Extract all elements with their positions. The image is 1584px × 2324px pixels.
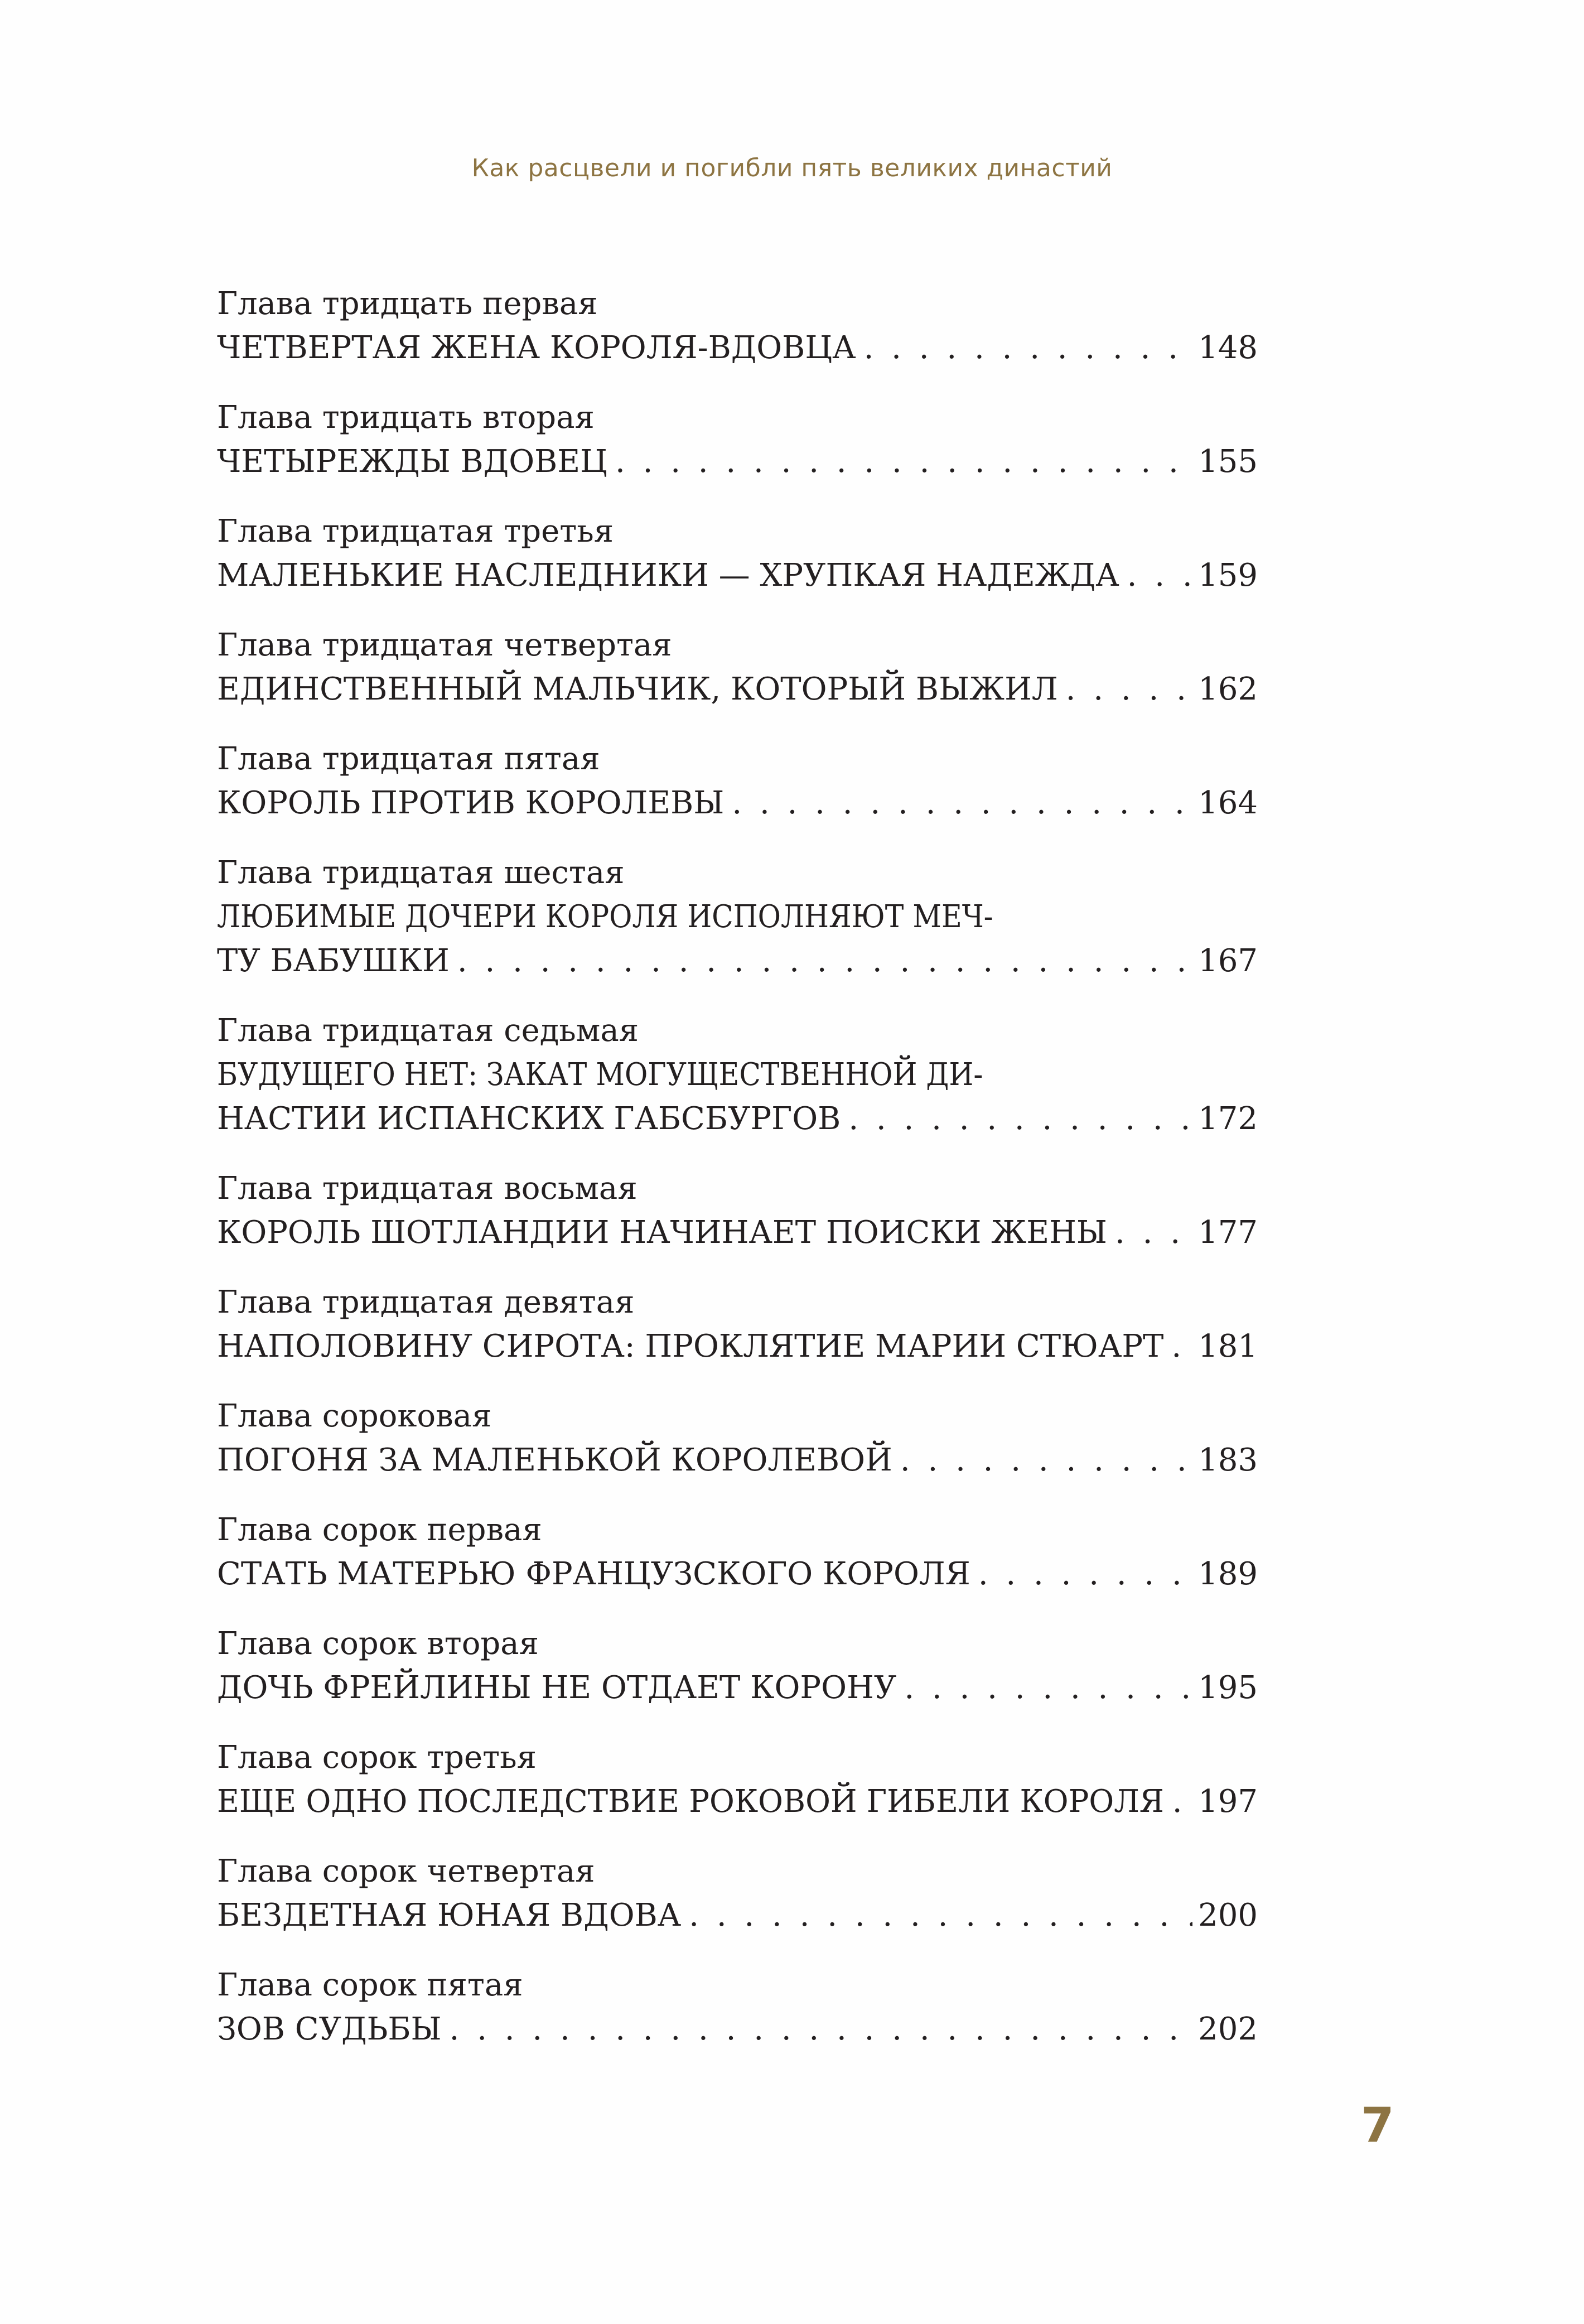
chapter-title: НАПОЛОВИНУ СИРОТА: ПРОКЛЯТИЕ МАРИИ СТЮАРТ	[217, 1328, 1164, 1364]
toc-entry[interactable]	[217, 1508, 1258, 1596]
chapter-title-row	[217, 1666, 1258, 1710]
dot-leader	[681, 1893, 1192, 1937]
page-ref: 148	[1198, 330, 1258, 366]
toc-entry[interactable]	[217, 1166, 1258, 1255]
chapter-title-row	[217, 1438, 1258, 1482]
chapter-title: ПОГОНЯ ЗА МАЛЕНЬКОЙ КОРОЛЕВОЙ	[217, 1442, 892, 1478]
chapter-title-line: БУДУЩЕГО НЕТ: ЗАКАТ МОГУЩЕСТВЕННОЙ ДИ-	[217, 1057, 983, 1093]
toc-entry[interactable]	[217, 1394, 1258, 1482]
dot-leader	[970, 1552, 1192, 1596]
toc-entry[interactable]	[217, 737, 1258, 825]
dot-leader	[1058, 667, 1192, 711]
dot-leader	[1165, 1780, 1192, 1824]
dot-leader	[841, 1097, 1192, 1141]
chapter-title: НАСТИИ ИСПАНСКИХ ГАБСБУРГОВ	[217, 1101, 841, 1137]
chapter-number: Глава сорок четвертая	[217, 1853, 595, 1889]
dot-leader	[896, 1666, 1192, 1710]
chapter-title: СТАТЬ МАТЕРЬЮ ФРАНЦУЗСКОГО КОРОЛЯ	[217, 1556, 970, 1592]
page-ref: 164	[1198, 785, 1258, 821]
toc-entry[interactable]	[217, 282, 1258, 370]
toc-entry[interactable]	[217, 509, 1258, 597]
toc-entry[interactable]	[217, 1963, 1258, 2051]
chapter-title-row	[217, 781, 1258, 825]
chapter-title: ЧЕТВЕРТАЯ ЖЕНА КОРОЛЯ-ВДОВЦА	[217, 330, 856, 366]
toc-entry[interactable]	[217, 851, 1258, 983]
dot-leader	[1163, 1324, 1192, 1368]
dot-leader	[724, 781, 1192, 825]
page-ref: 200	[1198, 1897, 1258, 1934]
chapter-number: Глава тридцатая девятая	[217, 1284, 635, 1320]
chapter-number: Глава тридцатая третья	[217, 513, 614, 549]
page-ref: 159	[1198, 557, 1258, 594]
chapter-number: Глава тридцатая четвертая	[217, 627, 672, 663]
table-of-contents	[217, 282, 1258, 2077]
chapter-title-row	[217, 1097, 1258, 1141]
chapter-title: ЧЕТЫРЕЖДЫ ВДОВЕЦ	[217, 443, 607, 480]
chapter-number: Глава сорок первая	[217, 1512, 542, 1548]
page-ref: 197	[1198, 1783, 1258, 1820]
toc-entry[interactable]	[217, 1735, 1258, 1824]
chapter-title: КОРОЛЬ ШОТЛАНДИИ НАЧИНАЕТ ПОИСКИ ЖЕНЫ	[217, 1214, 1108, 1251]
chapter-number: Глава тридцатая восьмая	[217, 1170, 638, 1207]
running-title: Как расцвели и погибли пять великих династий	[471, 154, 1113, 182]
dot-leader	[1107, 1211, 1192, 1255]
chapter-title-row	[217, 939, 1258, 983]
chapter-title: МАЛЕНЬКИЕ НАСЛЕДНИКИ — ХРУПКАЯ НАДЕЖДА	[217, 557, 1119, 594]
chapter-number: Глава тридцатая седьмая	[217, 1012, 639, 1049]
toc-entry[interactable]	[217, 623, 1258, 711]
chapter-title-row	[217, 1552, 1258, 1596]
chapter-number: Глава тридцать вторая	[217, 399, 595, 436]
page-ref: 202	[1198, 2011, 1258, 2047]
chapter-title: БЕЗДЕТНАЯ ЮНАЯ ВДОВА	[217, 1897, 682, 1934]
chapter-title-row	[217, 1780, 1258, 1824]
chapter-title-row	[217, 2007, 1258, 2051]
toc-entry[interactable]	[217, 1849, 1258, 1937]
toc-entry[interactable]	[217, 1280, 1258, 1368]
chapter-title: ЕЩЕ ОДНО ПОСЛЕДСТВИЕ РОКОВОЙ ГИБЕЛИ КОРОЛЯ	[217, 1783, 1164, 1820]
chapter-title-row	[217, 1324, 1258, 1368]
page-ref: 181	[1198, 1328, 1258, 1364]
chapter-title: ТУ БАБУШКИ	[217, 943, 450, 979]
toc-entry[interactable]	[217, 1622, 1258, 1710]
chapter-title-row	[217, 667, 1258, 711]
dot-leader	[607, 440, 1192, 484]
toc-entry[interactable]	[217, 1009, 1258, 1141]
chapter-number: Глава сорок третья	[217, 1739, 537, 1776]
chapter-title: ДОЧЬ ФРЕЙЛИНЫ НЕ ОТДАЕТ КОРОНУ	[217, 1670, 897, 1706]
dot-leader	[856, 326, 1193, 370]
page-ref: 155	[1198, 443, 1258, 480]
chapter-title: КОРОЛЬ ПРОТИВ КОРОЛЕВЫ	[217, 785, 725, 821]
chapter-number: Глава тридцать первая	[217, 286, 598, 322]
chapter-number: Глава тридцатая пятая	[217, 741, 600, 777]
chapter-number: Глава сороковая	[217, 1398, 492, 1434]
dot-leader	[1119, 553, 1193, 597]
page-ref: 195	[1198, 1670, 1258, 1706]
chapter-title: ЗОВ СУДЬБЫ	[217, 2011, 442, 2047]
chapter-title-row	[217, 440, 1258, 484]
chapter-number: Глава тридцатая шестая	[217, 855, 625, 891]
chapter-title-line: ЛЮБИМЫЕ ДОЧЕРИ КОРОЛЯ ИСПОЛНЯЮТ МЕЧ-	[217, 899, 993, 935]
page-ref: 189	[1198, 1556, 1258, 1592]
chapter-number: Глава сорок пятая	[217, 1967, 523, 2003]
dot-leader	[892, 1438, 1192, 1482]
toc-entry[interactable]	[217, 396, 1258, 484]
chapter-title: ЕДИНСТВЕННЫЙ МАЛЬЧИК, КОТОРЫЙ ВЫЖИЛ	[217, 671, 1058, 707]
chapter-title-row	[217, 326, 1258, 370]
page-ref: 183	[1198, 1442, 1258, 1478]
dot-leader	[450, 939, 1192, 983]
chapter-title-row	[217, 1893, 1258, 1937]
page-number: 7	[1361, 2098, 1394, 2153]
chapter-number: Глава сорок вторая	[217, 1626, 539, 1662]
page-ref: 167	[1198, 943, 1258, 979]
chapter-title-row	[217, 553, 1258, 597]
dot-leader	[442, 2007, 1193, 2051]
page-ref: 172	[1198, 1101, 1258, 1137]
chapter-title-row	[217, 1211, 1258, 1255]
page-ref: 162	[1198, 671, 1258, 707]
page-ref: 177	[1198, 1214, 1258, 1251]
